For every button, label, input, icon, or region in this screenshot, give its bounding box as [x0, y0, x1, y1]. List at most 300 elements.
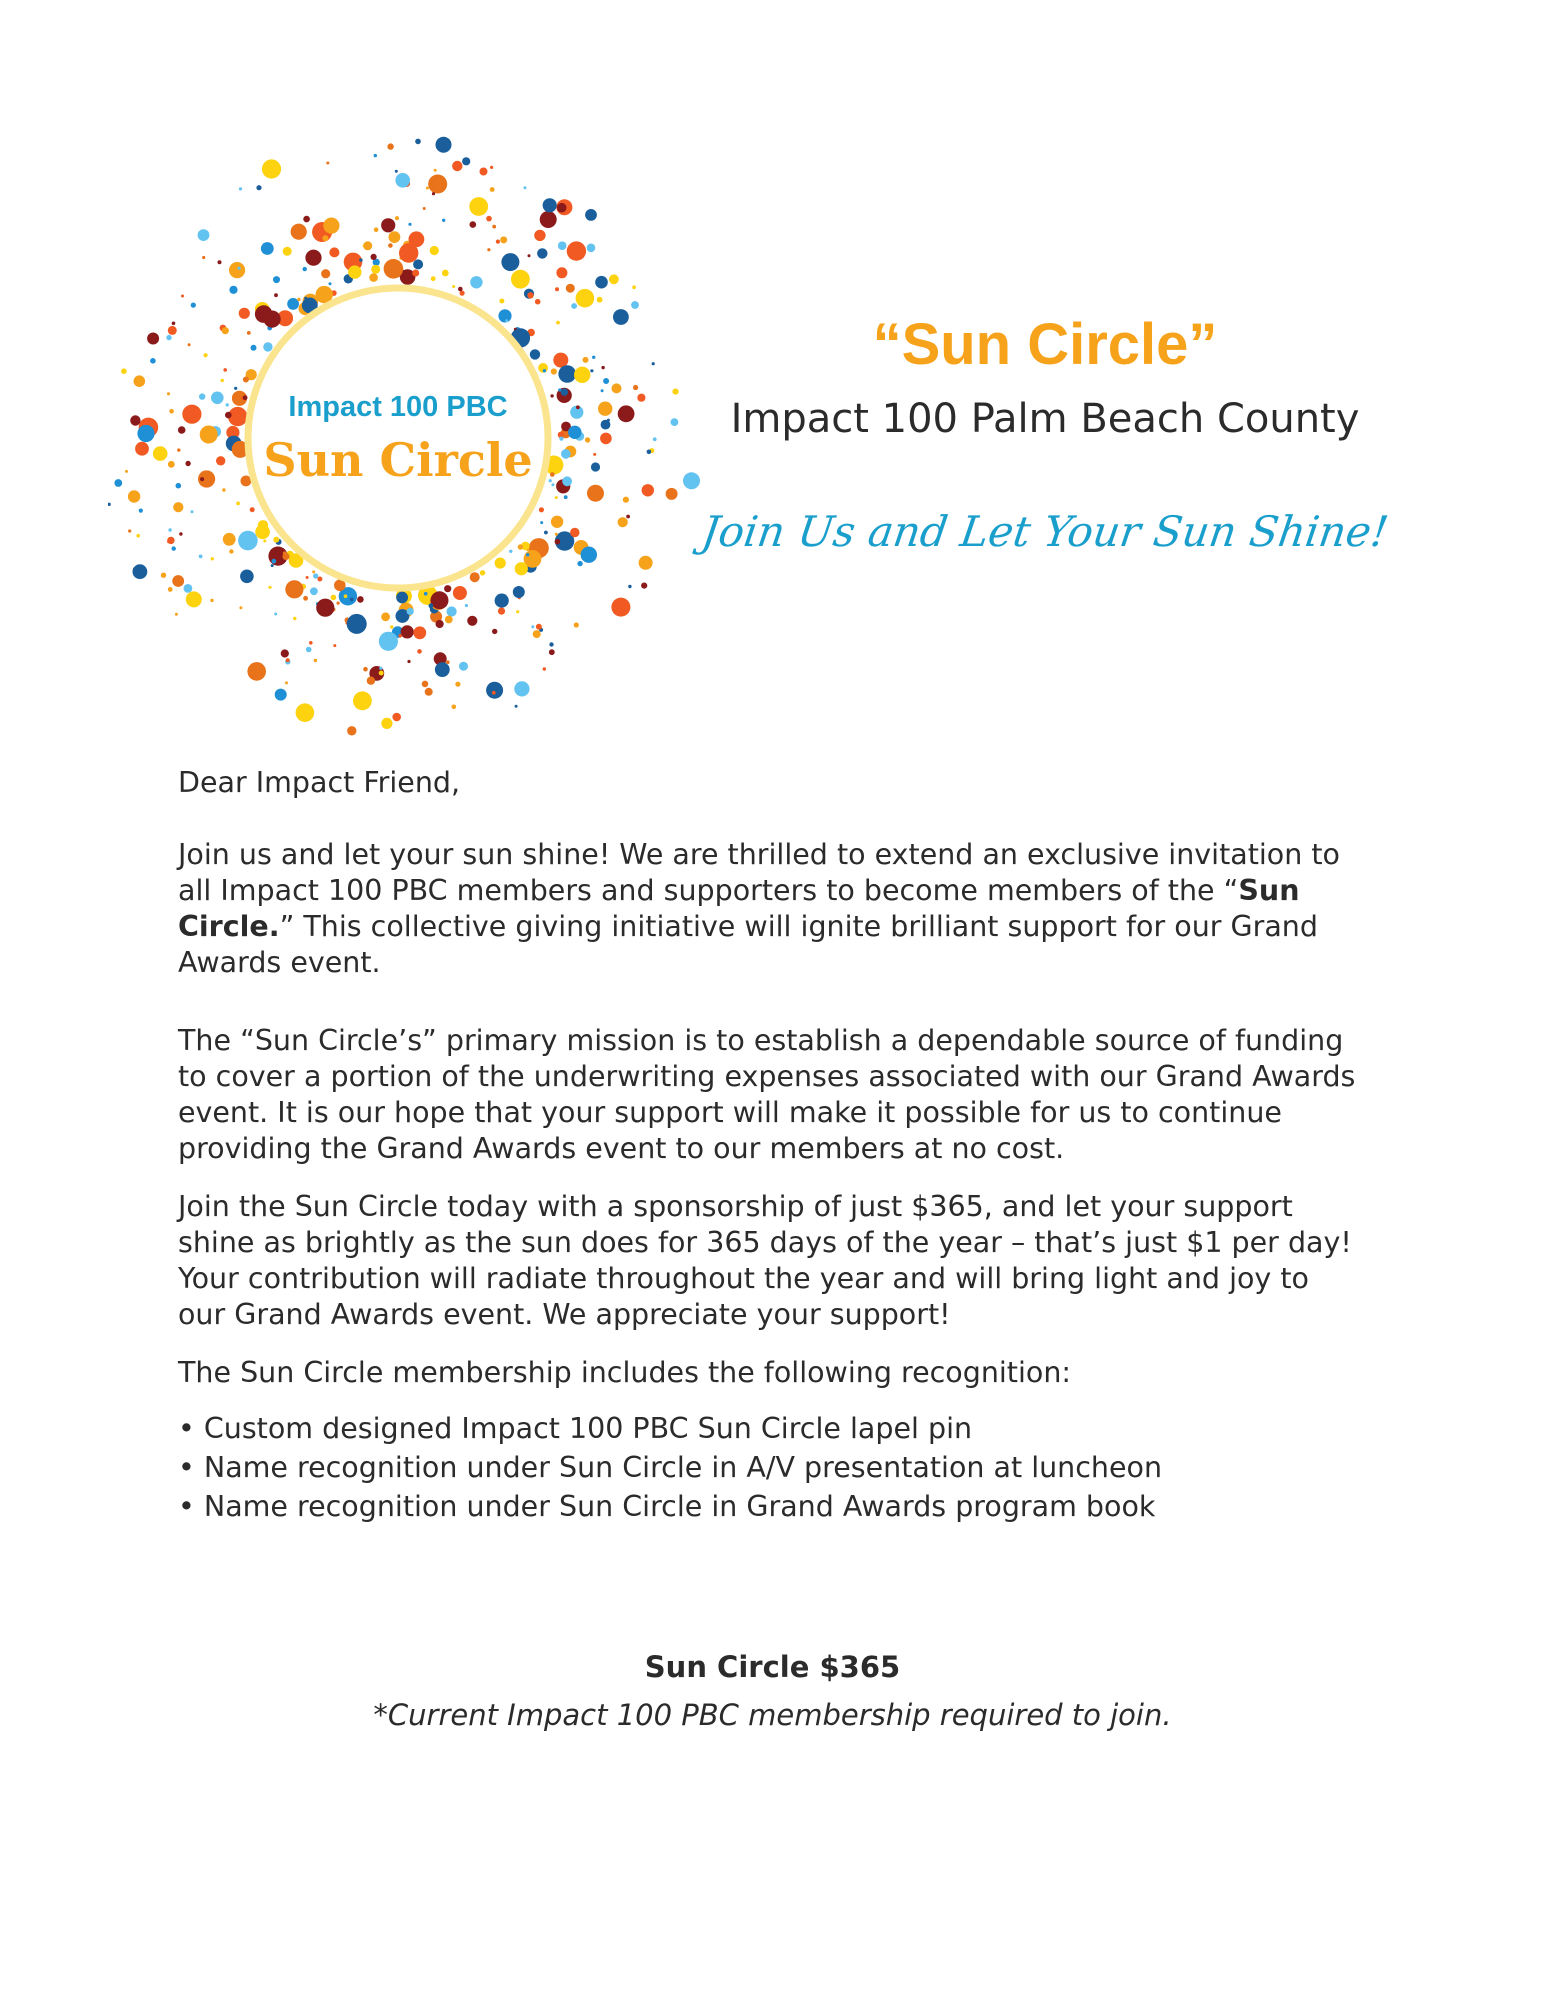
- confetti-dot: [551, 516, 563, 528]
- confetti-dot: [487, 248, 490, 251]
- confetti-dot: [683, 472, 700, 489]
- recognition-intro: The Sun Circle membership includes the following recognition:: [178, 1356, 1071, 1389]
- confetti-dot: [238, 531, 258, 551]
- confetti-dot: [555, 539, 561, 545]
- confetti-dot: [618, 517, 628, 527]
- confetti-dot: [396, 592, 408, 604]
- confetti-dot: [436, 620, 444, 628]
- confetti-dot: [551, 483, 554, 486]
- invitation-text-start: Join us and let your sun shine! We are thrilled to extend an exclusive invitation to all Impact 100 PBC members and supporters to become members of the “: [178, 838, 1340, 907]
- confetti-dot: [585, 437, 590, 442]
- confetti-dot: [239, 606, 242, 609]
- confetti-dot: [176, 483, 182, 489]
- confetti-dot: [612, 383, 622, 393]
- confetti-dot: [188, 343, 191, 346]
- confetti-dot: [347, 726, 356, 735]
- confetti-dot: [291, 224, 307, 240]
- confetti-dot: [526, 553, 529, 556]
- logo-top-text: Impact 100 PBC: [288, 391, 508, 423]
- confetti-dot: [495, 594, 509, 608]
- confetti-dot: [199, 555, 203, 559]
- confetti-dot: [147, 333, 159, 345]
- confetti-dot: [395, 173, 410, 188]
- confetti-dot: [133, 564, 148, 579]
- confetti-dot: [511, 270, 530, 289]
- confetti-dot: [543, 369, 546, 372]
- confetti-dot: [128, 529, 131, 532]
- confetti-dot: [574, 367, 590, 383]
- confetti-dot: [379, 671, 384, 676]
- confetti-dot: [130, 415, 140, 425]
- confetti-dot: [390, 625, 393, 628]
- confetti-dot: [549, 649, 555, 655]
- confetti-dot: [492, 225, 496, 229]
- confetti-dot: [389, 231, 401, 243]
- confetti-dot: [417, 649, 422, 654]
- confetti-dot: [381, 218, 395, 232]
- confetti-dot: [331, 595, 337, 601]
- confetti-dot: [184, 584, 193, 593]
- confetti-dot: [601, 366, 604, 369]
- tagline: Join Us and Let Your Sun Shine!: [698, 507, 1392, 556]
- confetti-dot: [178, 426, 186, 434]
- confetti-dot: [467, 616, 477, 626]
- confetti-dot: [353, 691, 372, 710]
- confetti-dot: [535, 299, 541, 305]
- confetti-dot: [191, 510, 194, 513]
- invitation-text-end: ” This collective giving initiative will ignite brilliant support for our Grand Awards event.: [178, 910, 1318, 979]
- confetti-dot: [381, 612, 390, 621]
- confetti-dot: [514, 681, 529, 696]
- confetti-dot: [283, 247, 292, 256]
- confetti-dot: [595, 276, 608, 289]
- confetti-dot: [558, 241, 567, 250]
- confetti-dot: [251, 345, 257, 351]
- confetti-dot: [498, 608, 505, 615]
- confetti-dot: [274, 613, 277, 616]
- confetti-dot: [305, 250, 321, 266]
- confetti-dot: [175, 613, 178, 616]
- confetti-dot: [609, 274, 619, 284]
- confetti-dot: [409, 231, 425, 247]
- confetti-dot: [229, 286, 237, 294]
- confetti-dot: [452, 705, 457, 710]
- confetti-dot: [528, 254, 531, 257]
- confetti-dot: [590, 369, 593, 372]
- confetti-dot: [371, 254, 377, 260]
- confetti-dot: [631, 301, 639, 309]
- benefit-item: • Name recognition under Sun Circle in Grand Awards program book: [178, 1490, 1156, 1523]
- confetti-dot: [516, 610, 519, 613]
- confetti-dot: [518, 544, 523, 549]
- confetti-dot: [329, 247, 339, 257]
- confetti-dot: [225, 412, 232, 419]
- confetti-dot: [310, 587, 318, 595]
- confetti-dot: [570, 528, 579, 537]
- confetti-dot: [603, 378, 609, 384]
- confetti-dot: [592, 356, 595, 359]
- confetti-dot: [384, 259, 404, 279]
- confetti-dot: [172, 322, 176, 326]
- benefit-item: • Custom designed Impact 100 PBC Sun Circle lapel pin: [178, 1412, 973, 1445]
- confetti-dot: [412, 270, 419, 277]
- confetti-dot: [274, 293, 278, 297]
- confetti-dot: [424, 592, 428, 596]
- confetti-dot: [601, 389, 604, 392]
- confetti-dot: [121, 368, 127, 374]
- confetti-dot: [495, 558, 506, 569]
- confetti-dot: [198, 229, 210, 241]
- confetti-dot: [169, 409, 174, 414]
- confetti-dot: [316, 599, 334, 617]
- confetti-dot: [555, 287, 559, 291]
- confetti-dot: [168, 326, 177, 335]
- confetti-dot: [555, 533, 558, 536]
- confetti-dot: [515, 705, 518, 708]
- confetti-dot: [333, 644, 336, 647]
- confetti-dot: [430, 246, 439, 255]
- confetti-dot: [139, 509, 143, 513]
- confetti-dot: [486, 682, 503, 699]
- confetti-dot: [444, 585, 451, 592]
- confetti-dot: [172, 546, 176, 550]
- confetti-dot: [480, 168, 488, 176]
- confetti-dot: [239, 308, 250, 319]
- confetti-dot: [534, 230, 545, 241]
- confetti-dot: [470, 572, 480, 582]
- header: [700, 310, 1390, 558]
- confetti-dot: [293, 617, 296, 620]
- footer: [0, 1646, 1545, 1736]
- confetti-dot: [543, 198, 557, 212]
- confetti-dot: [469, 197, 488, 216]
- confetti-dot: [540, 211, 557, 228]
- confetti-dot: [255, 525, 270, 540]
- confetti-dot: [285, 580, 303, 598]
- confetti-dot: [544, 531, 548, 535]
- confetti-dot: [309, 641, 313, 645]
- confetti-dot: [398, 634, 402, 638]
- confetti-dot: [550, 472, 555, 477]
- confetti-dot: [306, 576, 309, 579]
- benefits-list: [178, 1409, 1358, 1526]
- confetti-dot: [374, 227, 379, 232]
- confetti-dot: [422, 681, 429, 688]
- confetti-dot: [262, 159, 281, 178]
- confetti-dot: [628, 585, 631, 588]
- sun-circle-logo-graphic: [108, 118, 718, 738]
- confetti-dot: [633, 385, 638, 390]
- organization-name: Impact 100 Palm Beach County: [730, 396, 1360, 442]
- confetti-dot: [452, 285, 455, 288]
- confetti-dot: [613, 309, 629, 325]
- confetti-dot: [581, 547, 597, 563]
- confetti-dot: [218, 260, 222, 264]
- confetti-dot: [125, 470, 128, 473]
- confetti-dot: [537, 248, 547, 258]
- confetti-dot: [435, 662, 450, 677]
- confetti-dot: [371, 265, 380, 274]
- confetti-dot: [216, 456, 225, 465]
- confetti-dot: [166, 335, 171, 340]
- confetti-dot: [271, 559, 276, 564]
- confetti-dot: [530, 349, 540, 359]
- confetti-dot: [200, 426, 218, 444]
- confetti-dot: [379, 667, 382, 670]
- confetti-dot: [557, 203, 567, 213]
- confetti-dot: [509, 550, 512, 553]
- confetti-dot: [407, 608, 414, 615]
- confetti-dot: [322, 235, 328, 241]
- confetti-dot: [551, 368, 557, 374]
- confetti-dot: [458, 287, 463, 292]
- confetti-dot: [222, 327, 229, 334]
- confetti-dot: [185, 461, 190, 466]
- confetti-dot: [363, 667, 368, 672]
- confetti-dot: [182, 405, 201, 424]
- confetti-dot: [585, 209, 597, 221]
- confetti-dot: [135, 442, 149, 456]
- confetti-dot: [442, 270, 449, 277]
- confetti-dot: [647, 450, 652, 455]
- confetti-dot: [223, 368, 227, 372]
- confetti-dot: [321, 269, 330, 278]
- confetti-dot: [561, 449, 571, 459]
- confetti-dot: [255, 305, 273, 323]
- confetti-dot: [223, 533, 236, 546]
- confetti-dot: [587, 244, 596, 253]
- confetti-dot: [455, 682, 460, 687]
- confetti-dot: [442, 219, 445, 222]
- confetti-dot: [344, 594, 348, 598]
- confetti-dot: [486, 216, 492, 222]
- confetti-dot: [150, 358, 156, 364]
- confetti-dot: [492, 629, 497, 634]
- confetti-dot: [263, 342, 272, 351]
- confetti-dot: [600, 433, 612, 445]
- confetti-dot: [285, 681, 288, 684]
- confetti-dot: [446, 660, 450, 664]
- confetti-dot: [283, 551, 287, 555]
- confetti-dot: [637, 394, 645, 402]
- confetti-dot: [236, 502, 240, 506]
- confetti-dot: [275, 689, 287, 701]
- confetti-dot: [564, 495, 568, 499]
- confetti-dot: [574, 622, 579, 627]
- confetti-dot: [470, 221, 477, 228]
- confetti-dot: [671, 418, 679, 426]
- confetti-dot: [431, 591, 449, 609]
- confetti-dot: [392, 713, 401, 722]
- confetti-dot: [303, 267, 307, 271]
- confetti-dot: [500, 236, 507, 243]
- confetti-dot: [229, 262, 245, 278]
- confetti-dot: [549, 479, 552, 482]
- confetti-dot: [549, 642, 553, 646]
- confetti-dot: [337, 602, 340, 605]
- confetti-dot: [556, 321, 560, 325]
- invitation-paragraph: [178, 837, 1358, 981]
- confetti-dot: [407, 660, 410, 663]
- confetti-dot: [317, 577, 322, 582]
- confetti-dot: [379, 632, 398, 651]
- confetti-dot: [303, 216, 310, 223]
- confetti-dot: [453, 586, 467, 600]
- confetti-dot: [263, 540, 266, 543]
- confetti-dot: [652, 362, 655, 365]
- confetti-dot: [200, 477, 204, 481]
- confetti-dot: [568, 426, 581, 439]
- confetti-dot: [387, 143, 393, 149]
- logo-main-text: Sun Circle: [263, 433, 533, 487]
- benefit-item: • Name recognition under Sun Circle in A/V presentation at luncheon: [178, 1451, 1163, 1484]
- confetti-dot: [426, 187, 429, 190]
- confetti-dot: [499, 299, 504, 304]
- confetti-dot: [199, 393, 205, 399]
- confetti-dot: [415, 139, 421, 145]
- confetti-dot: [470, 276, 482, 288]
- confetti-dot: [555, 496, 558, 499]
- confetti-dot: [369, 273, 378, 282]
- confetti-dot: [501, 253, 519, 271]
- confetti-dot: [243, 377, 249, 383]
- confetti-dot: [611, 598, 630, 617]
- confetti-dot: [297, 298, 300, 301]
- confetti-dot: [459, 662, 468, 671]
- confetti-dot: [496, 240, 500, 244]
- confetti-dot: [168, 528, 171, 531]
- confetti-dot: [363, 241, 372, 250]
- confetti-dot: [238, 267, 241, 270]
- confetti-dot: [540, 521, 543, 524]
- confetti-dot: [204, 353, 208, 357]
- confetti-dot: [256, 185, 261, 190]
- confetti-dot: [462, 157, 470, 165]
- confetti-dot: [498, 309, 511, 322]
- confetti-dot: [153, 446, 168, 461]
- confetti-dot: [587, 485, 604, 502]
- confetti-dot: [632, 285, 636, 289]
- confetti-dot: [240, 570, 254, 584]
- confetti-dot: [531, 625, 534, 628]
- confetti-dot: [136, 534, 140, 538]
- sponsorship-paragraph: Join the Sun Circle today with a sponsorship of just $365, and let your support shine as brightly as the sun does for 365 days of the year – that’s just $1 per day! Your contribution will radiate throughout the year and will bring light and joy to our Grand Awards event. We appreciate your support!: [178, 1190, 1352, 1331]
- confetti-dot: [211, 392, 224, 405]
- confetti-dot: [303, 596, 308, 601]
- confetti-dot: [167, 540, 170, 543]
- confetti-dot: [490, 166, 493, 169]
- confetti-dot: [558, 365, 576, 383]
- confetti-dot: [434, 169, 437, 172]
- confetti-dot: [268, 586, 271, 589]
- confetti-dot: [181, 295, 184, 298]
- confetti-dot: [388, 243, 393, 248]
- confetti-dot: [413, 626, 426, 639]
- confetti-dot: [261, 242, 274, 255]
- confetti-dot: [381, 718, 392, 729]
- confetti-dot: [445, 616, 453, 624]
- sun-circle-emphasis: Sun Circle.: [178, 874, 1300, 943]
- confetti-dot: [566, 284, 575, 293]
- confetti-dot: [234, 387, 237, 390]
- confetti-dot: [211, 557, 214, 560]
- confetti-dot: [492, 691, 496, 695]
- confetti-dot: [601, 420, 611, 430]
- confetti-dot: [642, 484, 654, 496]
- confetti-dot: [247, 662, 266, 681]
- confetti-dot: [576, 289, 595, 308]
- salutation: Dear Impact Friend,: [178, 766, 461, 799]
- confetti-dot: [210, 599, 213, 602]
- confetti-dot: [271, 564, 274, 567]
- confetti-dot: [359, 258, 362, 261]
- confetti-dot: [286, 658, 290, 662]
- confetti-dot: [598, 402, 612, 416]
- confetti-dot: [191, 303, 196, 308]
- confetti-dot: [524, 186, 527, 189]
- confetti-dot: [571, 303, 577, 309]
- confetti-dot: [465, 604, 468, 607]
- confetti-dot: [591, 462, 600, 471]
- confetti-dot: [314, 659, 317, 662]
- confetti-dot: [413, 259, 423, 269]
- confetti-dot: [168, 461, 175, 468]
- confetti-dot: [273, 537, 279, 543]
- confetti-dot: [556, 267, 567, 278]
- confetti-dot: [312, 570, 315, 573]
- confetti-dot: [161, 573, 166, 578]
- confetti-dot: [576, 405, 580, 409]
- confetti-dot: [395, 216, 399, 220]
- confetti-dot: [401, 625, 414, 638]
- confetti-dot: [114, 479, 122, 487]
- confetti-dot: [326, 162, 329, 165]
- confetti-dot: [452, 161, 462, 171]
- confetti-dot: [480, 570, 485, 575]
- confetti-dot: [559, 437, 563, 441]
- sun-circle-logo: [108, 118, 718, 738]
- confetti-dot: [243, 395, 248, 400]
- confetti-dot: [641, 583, 647, 589]
- confetti-dot: [367, 677, 375, 685]
- confetti-dot: [593, 453, 596, 456]
- confetti-dot: [167, 392, 170, 395]
- confetti-dot: [329, 282, 332, 285]
- confetti-dot: [577, 561, 582, 566]
- confetti-dot: [179, 532, 182, 535]
- confetti-dot: [239, 187, 242, 190]
- letter-body: [178, 765, 1358, 1526]
- confetti-dot: [429, 603, 434, 608]
- confetti-dot: [639, 556, 653, 570]
- confetti-dot: [533, 630, 541, 638]
- confetti-dot: [536, 624, 542, 630]
- confetti-dot: [408, 223, 411, 226]
- confetti-dot: [543, 667, 546, 670]
- confetti-dot: [323, 218, 339, 234]
- confetti-dot: [672, 389, 678, 395]
- confetti-dot: [623, 497, 629, 503]
- confetti-dot: [583, 357, 589, 363]
- confetti-dot: [425, 688, 433, 696]
- confetti-dot: [273, 276, 280, 283]
- confetti-dot: [306, 647, 312, 653]
- confetti-dot: [222, 488, 225, 491]
- confetti-dot: [618, 405, 635, 422]
- confetti-dot: [348, 265, 361, 278]
- confetti-dot: [436, 137, 452, 153]
- membership-price: Sun Circle $365: [644, 1650, 901, 1684]
